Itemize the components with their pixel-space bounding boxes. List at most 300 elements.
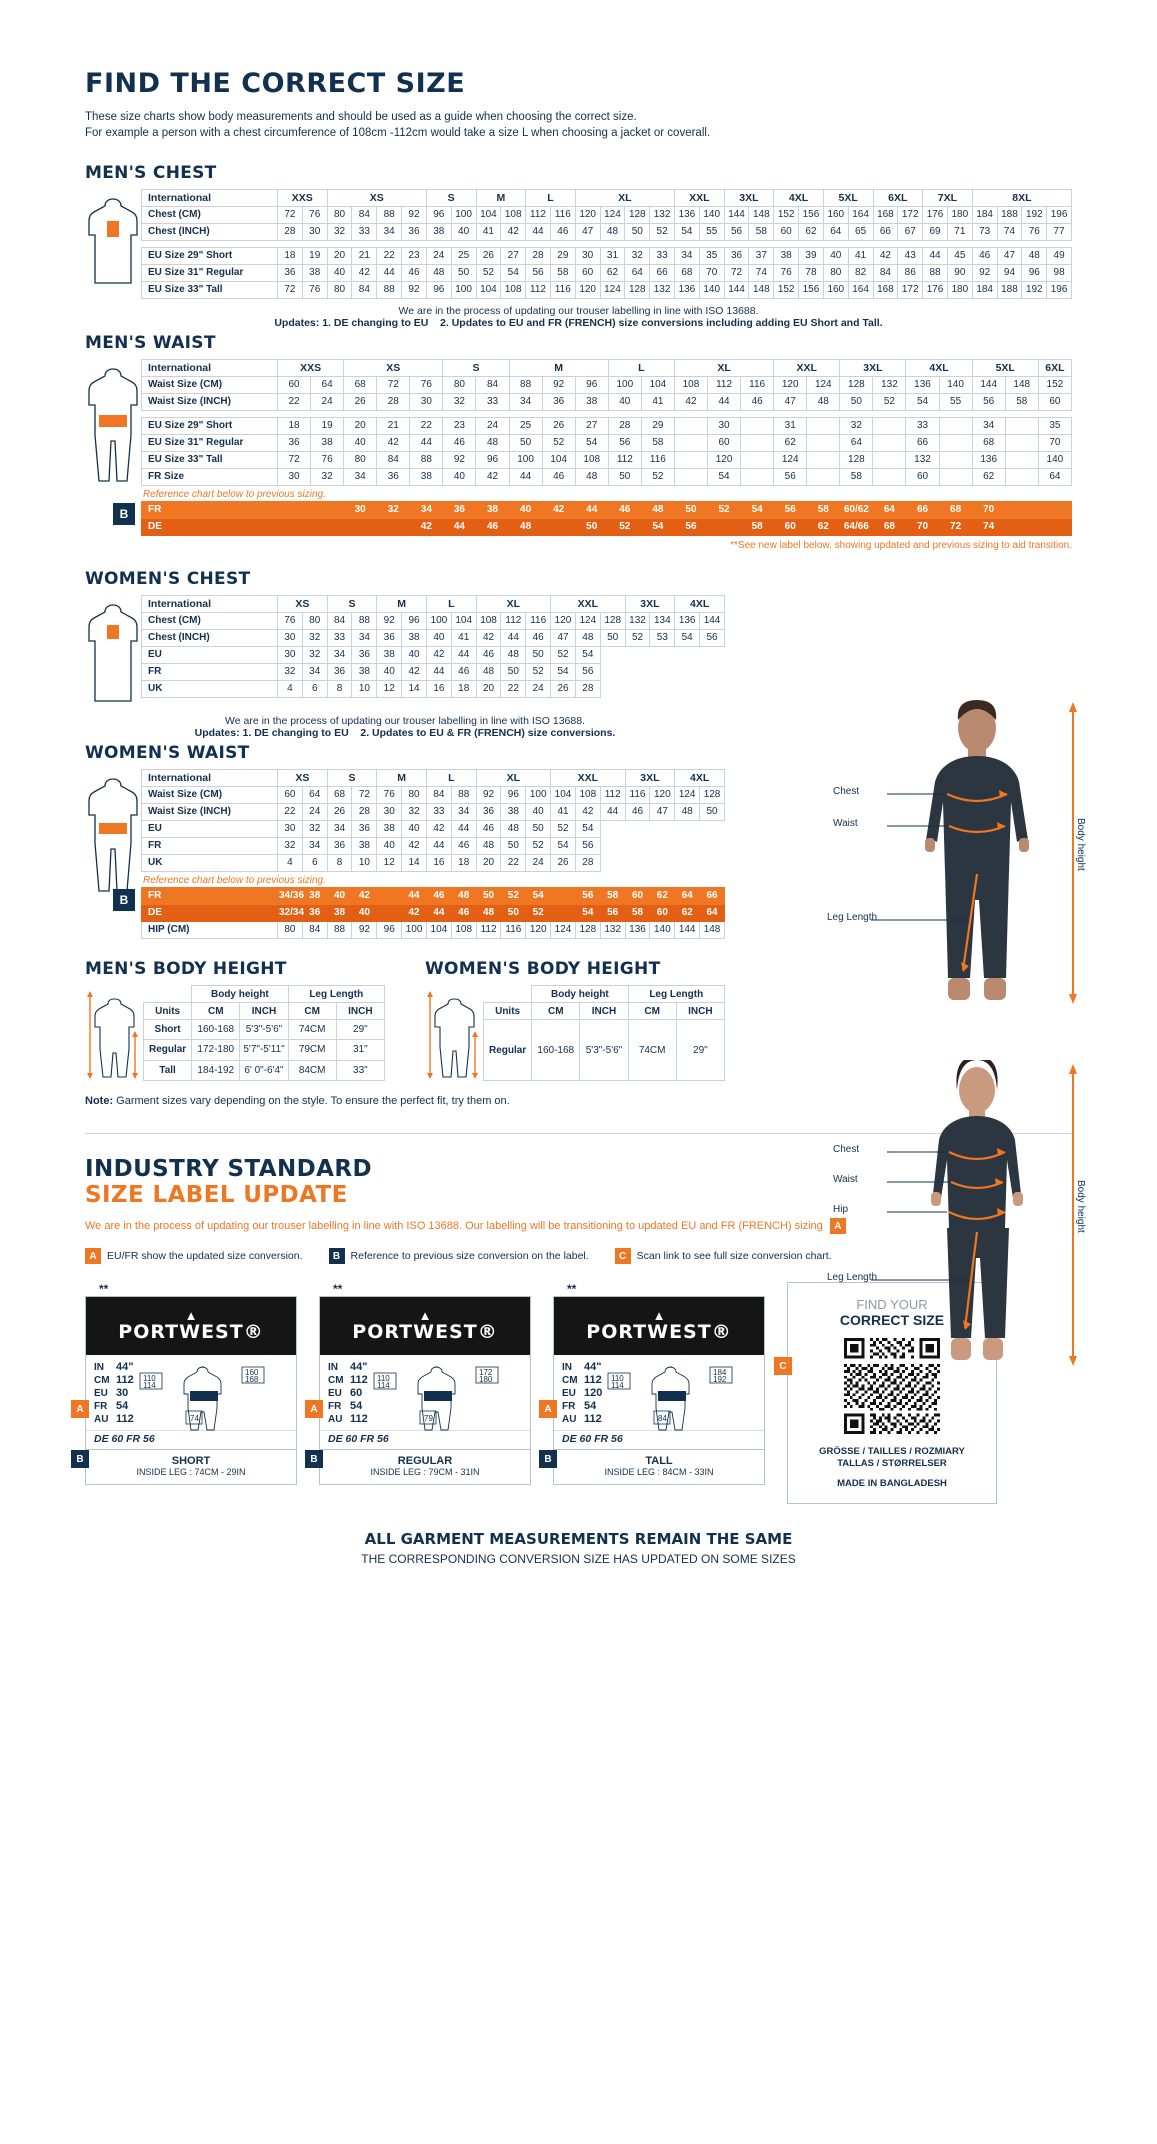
table-cell: 66 <box>873 224 898 241</box>
table-cell: 132 <box>650 282 675 299</box>
table-cell: 42 <box>501 224 526 241</box>
table-cell: 168 <box>873 282 898 299</box>
previous-size-value: DE 60 FR 56 <box>562 1433 623 1445</box>
table-cell <box>278 519 311 536</box>
table-cell: 58 <box>749 224 774 241</box>
table-cell: 42 <box>352 265 377 282</box>
table-cell: 28 <box>575 681 600 698</box>
table-cell: 42 <box>873 248 898 265</box>
table-cell: 60 <box>708 435 741 452</box>
table-cell: 44 <box>410 435 443 452</box>
column-header: INCH <box>240 1003 288 1020</box>
table-cell: 38 <box>426 224 451 241</box>
table-cell <box>807 469 840 486</box>
table-cell: 38 <box>501 804 526 821</box>
table-cell: 96 <box>575 377 608 394</box>
table-cell: 30 <box>278 821 303 838</box>
table-cell: 84 <box>426 787 451 804</box>
table-cell: 112 <box>526 282 551 299</box>
label-stars: ** <box>99 1282 109 1296</box>
table-cell <box>741 418 774 435</box>
table-cell: 48 <box>575 630 600 647</box>
size-label-card <box>310 1282 531 1485</box>
table-cell: 42 <box>352 888 377 905</box>
table-cell: 112 <box>526 207 551 224</box>
column-header: S <box>327 770 377 787</box>
table-cell: 19 <box>311 418 344 435</box>
mens-body-height-block <box>85 959 385 1081</box>
table-cell: 42 <box>476 469 509 486</box>
table-cell: 36 <box>352 821 377 838</box>
size-row <box>562 1387 602 1400</box>
table-cell: 104 <box>551 787 576 804</box>
table-cell: 50 <box>526 647 551 664</box>
row-label: Chest (INCH) <box>142 630 278 647</box>
table-cell: 144 <box>700 613 725 630</box>
table-row <box>142 502 1072 519</box>
table-cell: 62 <box>600 265 625 282</box>
size-key: EU <box>562 1388 576 1399</box>
table-cell: 74CM <box>288 1020 336 1040</box>
table-cell: 58 <box>641 435 674 452</box>
table-cell: 46 <box>443 435 476 452</box>
table-cell: 56 <box>575 838 600 855</box>
bottom-line-2: THE CORRESPONDING CONVERSION SIZE HAS UPDATED ON SOME SIZES <box>361 1552 796 1566</box>
table-cell: 104 <box>476 282 501 299</box>
table-cell: 30 <box>278 469 311 486</box>
table-cell: 26 <box>327 804 352 821</box>
table-header-row <box>484 986 725 1003</box>
table-cell: 38 <box>774 248 799 265</box>
column-header: Units <box>484 1003 532 1020</box>
table-row <box>142 804 725 821</box>
legend-text-a: EU/FR show the updated size conversion. <box>107 1250 303 1262</box>
section-title-womens-chest: WOMEN'S CHEST <box>85 569 251 589</box>
size-list <box>328 1361 368 1426</box>
legend-text-c: Scan link to see full size conversion chart. <box>636 1250 832 1262</box>
table-cell <box>741 435 774 452</box>
svg-text:172: 172 <box>478 1368 493 1377</box>
table-cell: 70 <box>972 502 1005 519</box>
mens-waist-table <box>141 359 1072 486</box>
table-cell: 60 <box>1038 394 1071 411</box>
row-label: EU Size 33" Tall <box>142 282 278 299</box>
svg-text:180: 180 <box>478 1375 493 1384</box>
table-cell: 92 <box>443 452 476 469</box>
table-cell: 66 <box>700 888 725 905</box>
table-cell: 76 <box>1022 224 1047 241</box>
mens-chest-figure <box>85 189 141 289</box>
table-cell: 50 <box>451 265 476 282</box>
column-header: 4XL <box>774 190 824 207</box>
table-cell: 46 <box>476 821 501 838</box>
table-cell: 41 <box>848 248 873 265</box>
group-header: Body height <box>192 986 288 1003</box>
table-cell: 40 <box>823 248 848 265</box>
size-value: 30 <box>116 1387 129 1399</box>
table-cell: 28 <box>608 418 641 435</box>
column-header: CM <box>192 1003 240 1020</box>
size-value: 120 <box>584 1387 603 1399</box>
mens-chest-table <box>141 189 1072 299</box>
update-2: 2. Updates to EU and FR (FRENCH) size conversions including adding EU Short and Tall. <box>440 317 883 329</box>
column-header: XXL <box>774 360 840 377</box>
male-torso-icon <box>85 193 141 289</box>
table-cell: 64 <box>700 905 725 922</box>
table-cell: 20 <box>476 855 501 872</box>
table-cell: 8 <box>327 681 352 698</box>
table-cell: 132 <box>650 207 675 224</box>
table-cell: 100 <box>451 282 476 299</box>
size-list <box>94 1361 134 1426</box>
mens-chest-block <box>85 189 1072 299</box>
column-header-international: International <box>142 596 278 613</box>
size-value: 54 <box>584 1400 597 1412</box>
mens-height-figure <box>85 985 143 1081</box>
table-cell: 79CM <box>288 1040 336 1060</box>
table-cell: 112 <box>501 613 526 630</box>
body-height-section <box>85 959 725 1081</box>
table-cell <box>939 418 972 435</box>
table-cell: 44 <box>575 502 608 519</box>
column-header: M <box>377 596 427 613</box>
male-model <box>827 698 1097 1038</box>
label-body-icon <box>368 1361 518 1433</box>
table-cell: 46 <box>402 265 427 282</box>
label-footer <box>86 1449 296 1484</box>
table-cell: 67 <box>898 224 923 241</box>
table-row <box>142 647 725 664</box>
column-header: 3XL <box>724 190 774 207</box>
size-row <box>562 1374 602 1387</box>
table-cell: 42 <box>674 394 707 411</box>
column-header: XS <box>344 360 443 377</box>
table-cell: 40 <box>509 502 542 519</box>
table-cell: 52 <box>476 265 501 282</box>
row-label: FR <box>142 838 278 855</box>
table-cell: 36 <box>278 265 303 282</box>
size-key: AU <box>328 1414 343 1425</box>
size-key: FR <box>562 1401 576 1412</box>
row-label: EU Size 31" Regular <box>142 265 278 282</box>
male-label-chest: Chest <box>833 786 860 797</box>
table-cell: 33 <box>650 248 675 265</box>
table-cell: 86 <box>898 265 923 282</box>
table-cell: 180 <box>947 207 972 224</box>
table-cell: 50 <box>625 224 650 241</box>
table-cell: 180 <box>947 282 972 299</box>
bottom-line-1: ALL GARMENT MEASUREMENTS REMAIN THE SAME <box>364 1530 793 1548</box>
header-spacer <box>484 986 532 1003</box>
table-cell: 144 <box>675 922 700 939</box>
table-row <box>142 248 1072 265</box>
table-cell: 116 <box>550 282 575 299</box>
table-cell: 132 <box>625 613 650 630</box>
svg-text:110: 110 <box>376 1374 390 1383</box>
table-cell: 120 <box>575 282 600 299</box>
table-cell: 116 <box>641 452 674 469</box>
male-model-figure <box>827 698 1097 1038</box>
size-row <box>94 1387 134 1400</box>
table-cell: 196 <box>1047 282 1072 299</box>
row-label: Regular <box>484 1020 532 1081</box>
table-cell: 40 <box>443 469 476 486</box>
table-cell: 60 <box>774 224 799 241</box>
table-row <box>142 282 1072 299</box>
table-cell: 21 <box>352 248 377 265</box>
table-cell: 27 <box>575 418 608 435</box>
table-cell: 76 <box>302 282 327 299</box>
table-header-row <box>142 596 725 613</box>
table-cell: 18 <box>451 855 476 872</box>
badge-a-inline: A <box>830 1218 846 1234</box>
size-value: 112 <box>350 1413 368 1425</box>
column-header: M <box>476 190 526 207</box>
badge-c-icon: C <box>615 1248 631 1264</box>
table-cell <box>873 469 906 486</box>
table-cell: 50 <box>674 502 707 519</box>
table-cell: 34 <box>377 224 402 241</box>
table-cell: 56 <box>608 435 641 452</box>
table-cell: 40 <box>327 888 352 905</box>
table-row <box>142 787 725 804</box>
size-row <box>94 1413 134 1426</box>
table-cell: 128 <box>625 282 650 299</box>
table-cell: 28 <box>278 224 303 241</box>
table-cell: 156 <box>799 207 824 224</box>
table-cell: 80 <box>823 265 848 282</box>
table-cell: 29 <box>550 248 575 265</box>
womens-height-figure <box>425 985 483 1081</box>
table-cell: 104 <box>426 922 451 939</box>
svg-text:184: 184 <box>713 1368 727 1377</box>
womens-waist-ref-note: Reference chart below to previous sizing. <box>143 875 326 886</box>
inside-leg: INSIDE LEG : 74CM - 29IN <box>136 1467 246 1477</box>
table-cell: 172 <box>898 282 923 299</box>
table-cell: 48 <box>675 804 700 821</box>
table-cell: 136 <box>675 613 700 630</box>
table-cell: 46 <box>451 905 476 922</box>
table-cell: 100 <box>426 613 451 630</box>
size-value: 44" <box>116 1361 134 1373</box>
table-cell: 144 <box>972 377 1005 394</box>
female-torso-icon <box>85 599 141 709</box>
column-header: L <box>526 190 576 207</box>
size-key: IN <box>94 1362 104 1373</box>
table-cell: 36 <box>352 647 377 664</box>
table-cell: 46 <box>426 888 451 905</box>
table-cell: 34 <box>972 418 1005 435</box>
table-cell: 33 <box>906 418 939 435</box>
badge-b-marker: B <box>539 1450 557 1468</box>
mens-waist-figure <box>85 359 141 487</box>
table-cell: 18 <box>278 418 311 435</box>
table-cell: 88 <box>377 282 402 299</box>
table-cell: 108 <box>575 787 600 804</box>
table-cell: 47 <box>774 394 807 411</box>
table-cell: 120 <box>551 613 576 630</box>
table-cell: 70 <box>906 519 939 536</box>
table-cell: 34 <box>327 821 352 838</box>
table-cell: 48 <box>509 519 542 536</box>
qr-langs-2: TALLAS / STØRRELSER <box>837 1458 947 1469</box>
womens-waist-figure <box>85 769 141 893</box>
table-cell: 4 <box>278 855 303 872</box>
size-key: FR <box>94 1401 108 1412</box>
table-cell: 40 <box>526 804 551 821</box>
column-header: 3XL <box>625 596 675 613</box>
label-footer <box>554 1449 764 1484</box>
womens-chest-table <box>141 595 725 698</box>
updates-label: Updates: <box>274 317 320 329</box>
table-cell: 55 <box>939 394 972 411</box>
mens-waist-footnote: **See new label below, showing updated and previous sizing to aid transition. <box>730 540 1072 551</box>
table-cell: 80 <box>402 787 427 804</box>
row-label: HIP (CM) <box>142 922 278 939</box>
label-figure <box>368 1361 522 1425</box>
table-cell: 136 <box>675 282 700 299</box>
table-cell: 80 <box>327 207 352 224</box>
previous-size-value: DE 60 FR 56 <box>94 1433 155 1445</box>
table-cell: 12 <box>377 855 402 872</box>
table-cell: 31" <box>336 1040 384 1060</box>
table-cell: 140 <box>1038 452 1071 469</box>
table-cell: 88 <box>410 452 443 469</box>
row-label: EU Size 33" Tall <box>142 452 278 469</box>
table-cell <box>1005 519 1038 536</box>
size-row <box>94 1361 134 1374</box>
table-cell: 56 <box>674 519 707 536</box>
table-cell: 60 <box>906 469 939 486</box>
previous-size-value: DE 60 FR 56 <box>328 1433 389 1445</box>
row-label: FR <box>142 888 278 905</box>
table-cell: 70 <box>699 265 724 282</box>
table-cell: 10 <box>352 855 377 872</box>
fit-title: SHORT <box>171 1455 211 1467</box>
table-cell: 40 <box>402 821 427 838</box>
notice-line: We are in the process of updating our trouser labelling in line with ISO 13688. <box>398 305 759 317</box>
row-label: EU Size 31" Regular <box>142 435 278 452</box>
table-cell: 42 <box>426 647 451 664</box>
table-cell: 80 <box>443 377 476 394</box>
table-cell: 68 <box>972 435 1005 452</box>
table-cell: 25 <box>451 248 476 265</box>
column-header: 4XL <box>906 360 972 377</box>
table-cell: 100 <box>608 377 641 394</box>
table-cell: 52 <box>650 224 675 241</box>
row-label: Waist Size (CM) <box>142 787 278 804</box>
size-label-card <box>544 1282 765 1485</box>
table-cell: 64 <box>311 377 344 394</box>
table-cell: 88 <box>923 265 948 282</box>
table-cell: 12 <box>377 681 402 698</box>
table-cell: 22 <box>501 681 526 698</box>
table-cell <box>551 905 576 922</box>
column-header: XL <box>476 596 550 613</box>
table-cell: 42 <box>402 905 427 922</box>
table-cell: 42 <box>402 838 427 855</box>
column-header: L <box>608 360 674 377</box>
table-cell: 8 <box>327 855 352 872</box>
badge-b-marker: B <box>71 1450 89 1468</box>
table-cell: 5'7"-5'11" <box>240 1040 288 1060</box>
table-row <box>142 435 1072 452</box>
column-header: Units <box>144 1003 192 1020</box>
table-cell: 88 <box>327 922 352 939</box>
table-cell <box>1005 418 1038 435</box>
table-cell: 30 <box>344 502 377 519</box>
table-cell: 54 <box>575 905 600 922</box>
table-cell: 29" <box>676 1020 724 1081</box>
table-cell: 120 <box>650 787 675 804</box>
table-cell: 76 <box>311 452 344 469</box>
table-cell: 22 <box>410 418 443 435</box>
table-cell: 56 <box>724 224 749 241</box>
table-cell: 108 <box>501 282 526 299</box>
table-cell: 128 <box>600 613 625 630</box>
table-cell: 34 <box>327 647 352 664</box>
table-cell: 188 <box>997 207 1022 224</box>
table-cell: 80 <box>302 613 327 630</box>
table-cell: 152 <box>1038 377 1071 394</box>
table-subheader-row <box>144 1003 385 1020</box>
female-height-icon <box>425 985 483 1081</box>
column-header: 4XL <box>675 596 725 613</box>
table-cell: 48 <box>501 821 526 838</box>
table-cell: 62 <box>650 888 675 905</box>
table-cell: 52 <box>608 519 641 536</box>
table-cell: 56 <box>700 630 725 647</box>
table-cell: 68 <box>327 787 352 804</box>
row-label: Short <box>144 1020 192 1040</box>
table-cell: 64 <box>873 502 906 519</box>
table-cell: 124 <box>600 282 625 299</box>
table-cell: 48 <box>501 647 526 664</box>
row-label: UK <box>142 681 278 698</box>
male-label-leg-length: Leg Length <box>827 912 878 923</box>
table-cell: 46 <box>625 804 650 821</box>
column-header: 8XL <box>972 190 1071 207</box>
table-subheader-row <box>484 1003 725 1020</box>
table-cell: 88 <box>377 207 402 224</box>
male-label-body-height: Body height <box>1075 818 1086 871</box>
table-cell: 140 <box>699 282 724 299</box>
table-cell: 54 <box>906 394 939 411</box>
table-cell: 14 <box>402 681 427 698</box>
table-cell: 160-168 <box>532 1020 580 1081</box>
group-header: Body height <box>532 986 628 1003</box>
badge-b-mens-waist: B <box>113 503 135 525</box>
table-cell: 77 <box>1047 224 1072 241</box>
column-header: XL <box>476 770 550 787</box>
column-header-international: International <box>142 770 278 787</box>
size-key: IN <box>562 1362 572 1373</box>
table-cell: 74 <box>997 224 1022 241</box>
row-label: FR <box>142 664 278 681</box>
table-cell: 54 <box>575 435 608 452</box>
mens-body-height-table <box>143 985 385 1081</box>
table-cell: 32 <box>327 224 352 241</box>
table-cell: 128 <box>575 922 600 939</box>
table-cell: 50 <box>509 435 542 452</box>
table-cell: 128 <box>625 207 650 224</box>
brand-header: ▲ PORTWEST® <box>320 1297 530 1355</box>
table-cell: 80 <box>344 452 377 469</box>
badge-a-icon: A <box>85 1248 101 1264</box>
table-cell: 84 <box>327 613 352 630</box>
table-cell: 124 <box>575 613 600 630</box>
column-header: XS <box>278 770 328 787</box>
